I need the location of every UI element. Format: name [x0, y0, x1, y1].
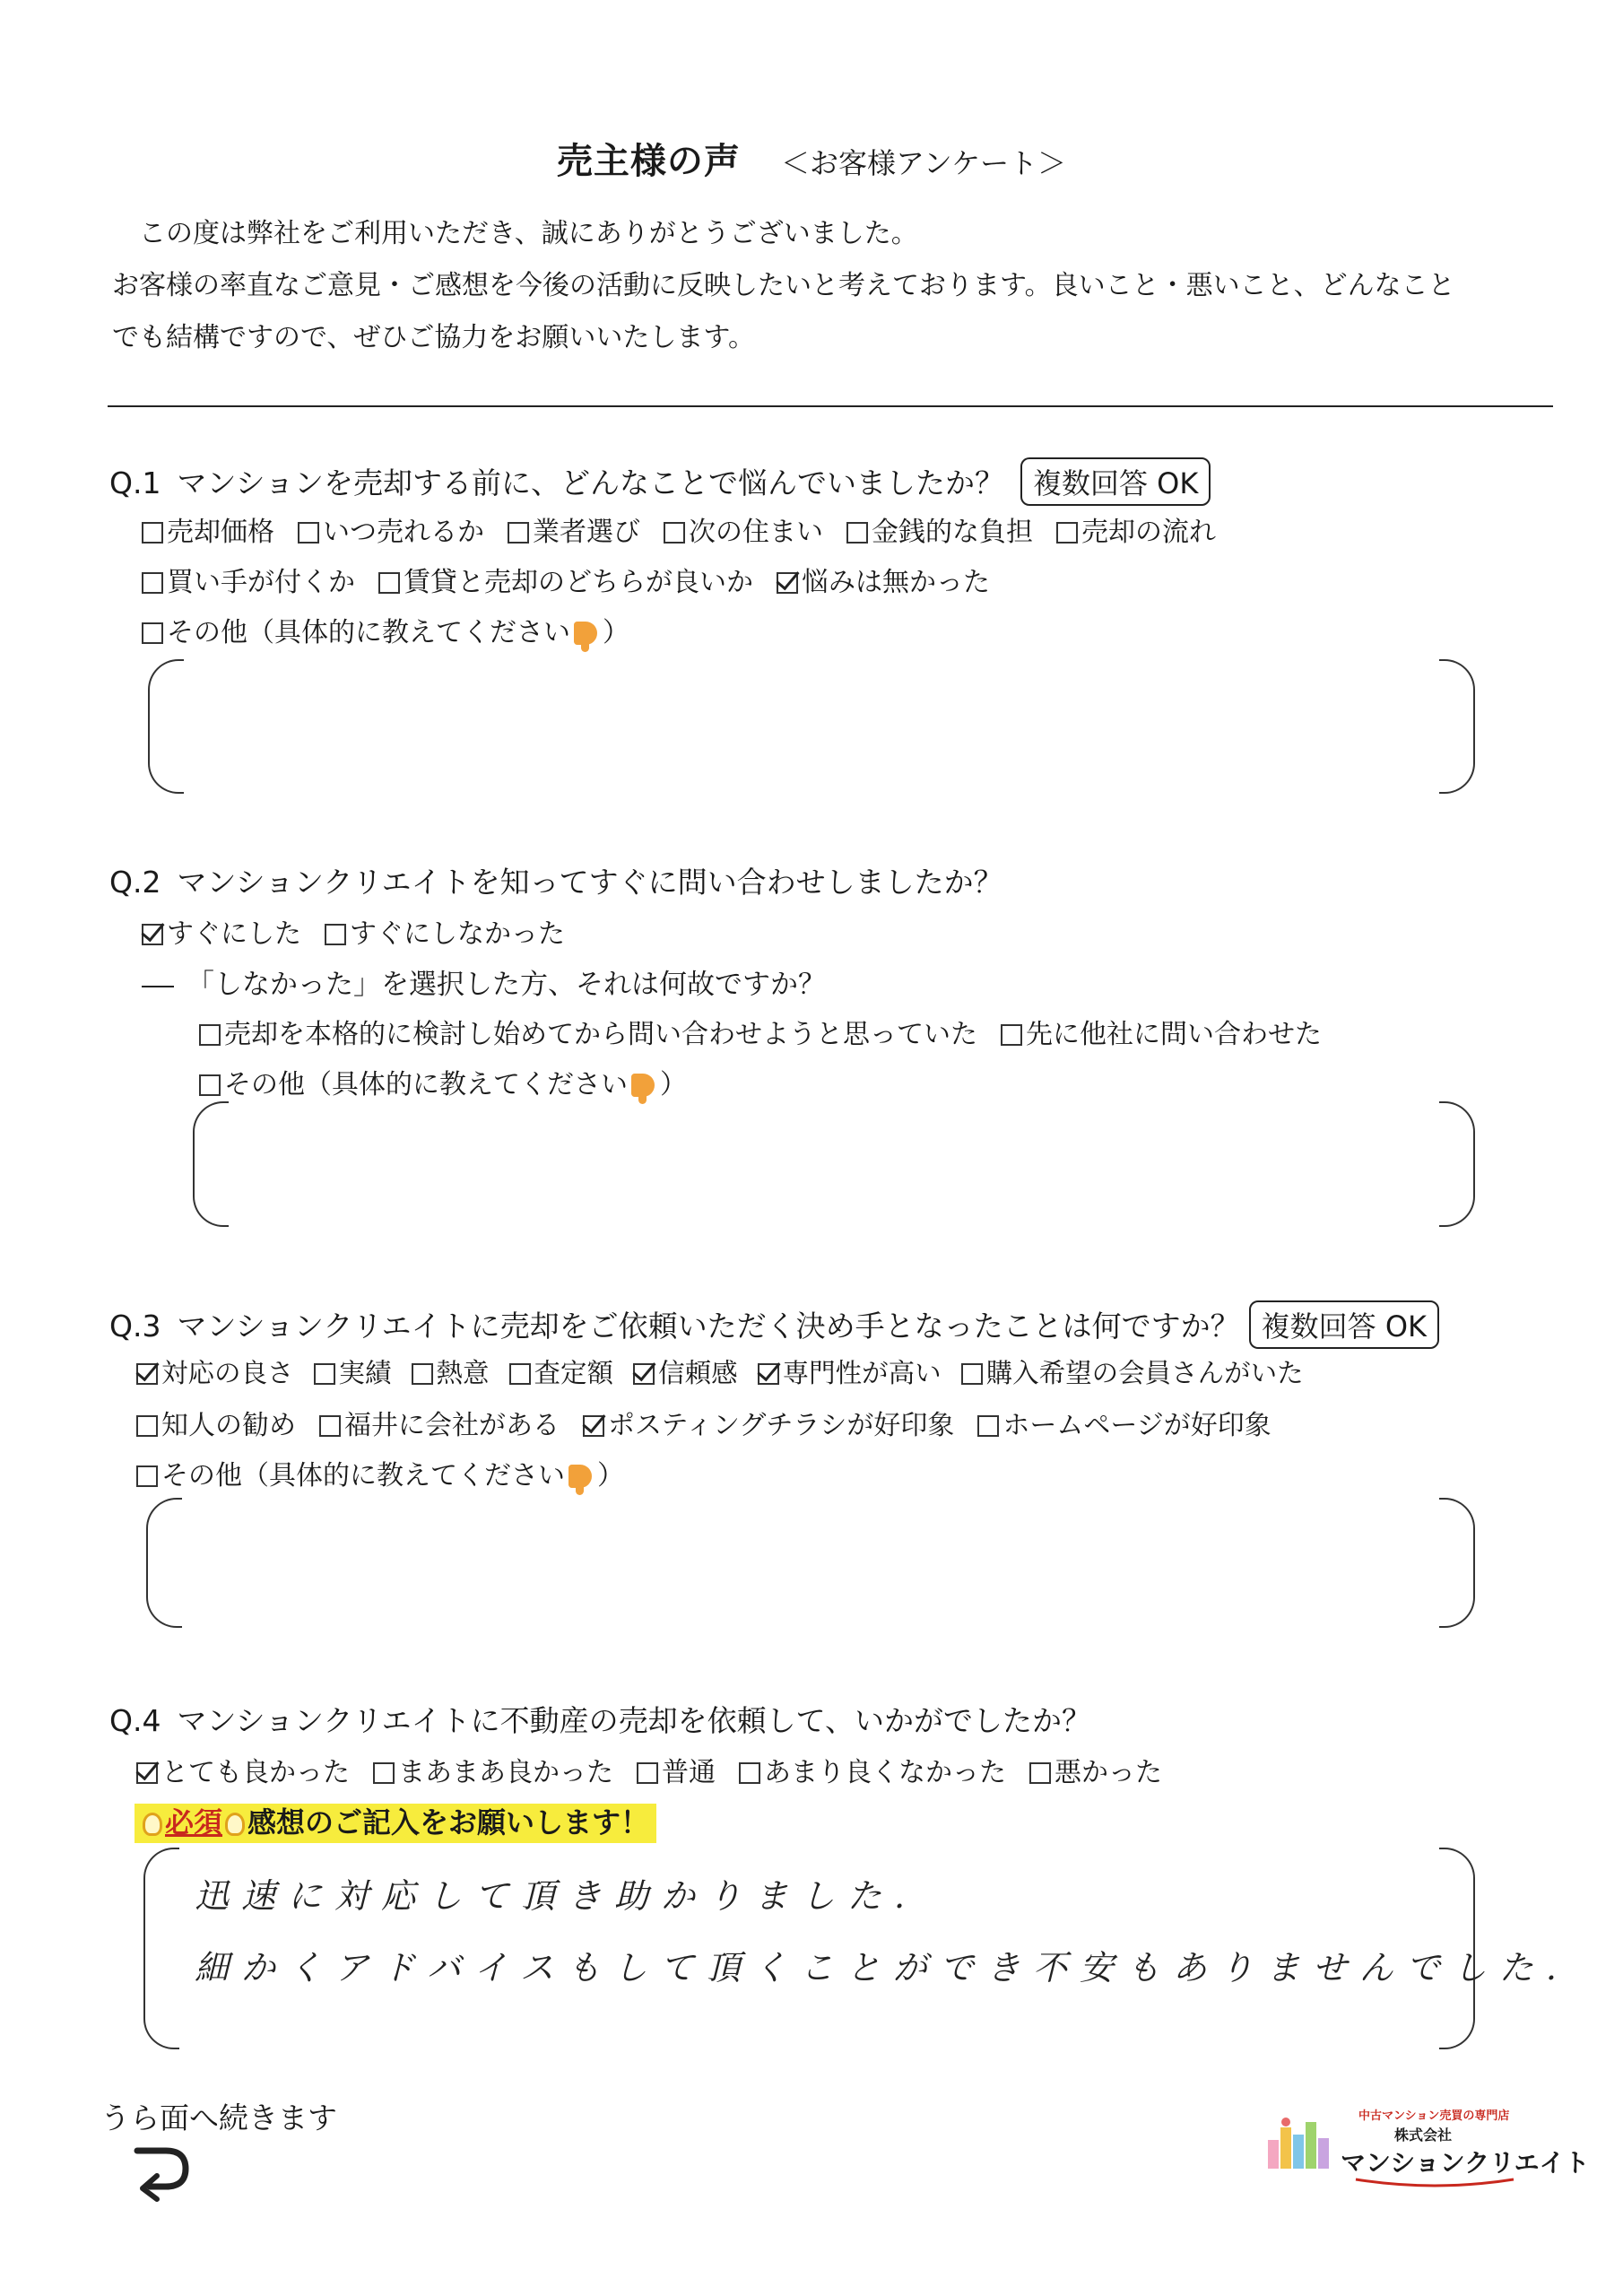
q1-option[interactable]: 悩みは無かった: [777, 560, 990, 599]
dash-mark: [142, 986, 174, 987]
q1-option[interactable]: 賃貸と売却のどちらが良いか: [378, 560, 753, 599]
q3-option[interactable]: 専門性が高い: [758, 1352, 942, 1390]
q3-option[interactable]: 実績: [314, 1352, 392, 1390]
q3-text: マンションクリエイトに売却をご依頼いただく決め手となったことは何ですか？: [177, 1309, 1240, 1344]
q4-checkbox-2[interactable]: [637, 1762, 658, 1784]
q3-checkbox-3[interactable]: [509, 1363, 531, 1385]
q3-option[interactable]: 査定額: [509, 1352, 614, 1390]
q1-options-row1: [142, 509, 1239, 549]
q3-checkbox-0-checked[interactable]: [136, 1363, 158, 1385]
q4-answer-line-1: 迅速に対応して頂き助かりました.: [195, 1876, 918, 1916]
q3-checkbox-5-checked[interactable]: [758, 1363, 779, 1385]
required-text: 感想のご記入をお願いします！: [247, 1805, 650, 1839]
q2-number: Q.2: [109, 865, 161, 900]
continue-note: うら面へ続きます: [100, 2100, 337, 2135]
q2-option[interactable]: 売却を本格的に検討し始めてから問い合わせようと思っていた: [199, 1012, 977, 1051]
q2-checkbox-3[interactable]: [1001, 1024, 1022, 1046]
q3-option[interactable]: 購入希望の会員さんがいた: [961, 1352, 1304, 1390]
q4-answer-bracket-left: [143, 1848, 179, 2049]
q1-option[interactable]: 金銭的な負担: [846, 509, 1033, 549]
q3-checkbox-4-checked[interactable]: [633, 1363, 655, 1385]
q2-option[interactable]: すぐにした: [142, 911, 301, 951]
q3-multi-badge: 複数回答 OK: [1249, 1300, 1439, 1349]
q1-option[interactable]: 買い手が付くか: [142, 560, 355, 599]
q3-number: Q.3: [109, 1309, 161, 1344]
q4-checkbox-3[interactable]: [739, 1762, 760, 1784]
q2-option[interactable]: 先に他社に問い合わせた: [1001, 1012, 1322, 1051]
q3-option[interactable]: ホームページが好印象: [977, 1403, 1271, 1442]
q4-checkbox-1[interactable]: [373, 1762, 395, 1784]
q2-answer-bracket-left: [193, 1101, 229, 1227]
q1-checkbox-1[interactable]: [298, 522, 319, 544]
q4-checkbox-0-checked[interactable]: [136, 1762, 158, 1784]
q2-follow-up: 「しなかった」を選択した方、それは何故ですか？: [142, 961, 826, 1002]
q1-options-row2: [142, 560, 1013, 599]
q3-option[interactable]: 信頼感: [633, 1352, 738, 1390]
q4-option[interactable]: あまり良くなかった: [739, 1750, 1006, 1789]
q4-option[interactable]: 普通: [637, 1750, 716, 1789]
q1-multi-badge: 複数回答 OK: [1020, 457, 1211, 506]
building-logo-icon: [1264, 2117, 1336, 2170]
q2-checkbox-0-checked[interactable]: [142, 924, 163, 945]
q2-checkbox-1[interactable]: [325, 924, 346, 945]
q2-checkbox-2[interactable]: [199, 1024, 221, 1046]
required-label: 必須: [165, 1805, 223, 1839]
q1-checkbox-2[interactable]: [508, 522, 529, 544]
q1-number: Q.1: [109, 465, 161, 500]
q3-answer-area[interactable]: [187, 1502, 1435, 1623]
q3-checkbox-7[interactable]: [136, 1415, 158, 1437]
q1-other-checkbox[interactable]: [142, 622, 163, 644]
q3-options-row2: [136, 1403, 1295, 1442]
pointing-hand-icon: [574, 622, 597, 645]
pointing-hand-icon: [568, 1465, 592, 1488]
q4-options-row1: [136, 1750, 1185, 1789]
q2-question: [109, 859, 1003, 901]
q4-answer-area[interactable]: [184, 1852, 1569, 2045]
q3-checkbox-1[interactable]: [314, 1363, 335, 1385]
q3-answer-bracket-right: [1439, 1498, 1475, 1628]
q3-checkbox-2[interactable]: [412, 1363, 433, 1385]
q3-option[interactable]: ポスティングチラシが好印象: [583, 1403, 954, 1442]
q3-option[interactable]: 福井に会社がある: [319, 1403, 560, 1442]
q2-answer-area[interactable]: [233, 1105, 1435, 1222]
q3-checkbox-6[interactable]: [961, 1363, 983, 1385]
q3-option[interactable]: 知人の勧め: [136, 1403, 296, 1442]
divider: [108, 405, 1553, 407]
q1-text: マンションを売却する前に、どんなことで悩んでいましたか？: [177, 465, 1004, 500]
logo-tagline: 中古マンション売買の専門店: [1358, 2109, 1510, 2123]
pointing-hand-icon: [631, 1074, 655, 1097]
q3-answer-bracket-left: [146, 1498, 182, 1628]
q4-question: [109, 1698, 1091, 1740]
q1-checkbox-7[interactable]: [378, 572, 400, 594]
q1-checkbox-0[interactable]: [142, 522, 163, 544]
q4-option[interactable]: 悪かった: [1029, 1750, 1162, 1789]
q4-option[interactable]: まあまあ良かった: [373, 1750, 613, 1789]
q2-options-row1: [142, 911, 588, 951]
q2-other-checkbox[interactable]: [199, 1074, 221, 1096]
q1-checkbox-3[interactable]: [664, 522, 685, 544]
q3-option[interactable]: 対応の良さ: [136, 1352, 294, 1390]
logo-swoosh-icon: [1354, 2176, 1515, 2190]
page-title: [0, 133, 1623, 184]
q3-checkbox-8[interactable]: [319, 1415, 341, 1437]
q1-checkbox-6[interactable]: [142, 572, 163, 594]
q1-question: [109, 457, 1211, 506]
lightbulb-icon: [143, 1813, 162, 1836]
intro-line-1: この度は弊社をご利用いただき、誠にありがとうございました。: [139, 218, 918, 249]
q1-answer-bracket-right: [1439, 659, 1475, 794]
intro-line-3: でも結構ですので、ぜひご協力をお願いいたします。: [112, 322, 755, 353]
q2-answer-bracket-right: [1439, 1101, 1475, 1227]
intro-text: [112, 208, 1547, 364]
q1-other: その他（具体的に教えてください ）: [142, 610, 629, 649]
turn-arrow-icon: [130, 2142, 193, 2205]
q3-checkbox-10[interactable]: [977, 1415, 999, 1437]
q1-option[interactable]: 売却の流れ: [1056, 509, 1216, 549]
logo-corp: 株式会社: [1394, 2126, 1453, 2144]
q1-option[interactable]: 次の住まい: [664, 509, 823, 549]
q1-answer-bracket-left: [148, 659, 184, 794]
q1-option[interactable]: 売却価格: [142, 509, 274, 549]
intro-line-2: お客様の率直なご意見・ご感想を今後の活動に反映したいと考えております。良いこと・悪いこと、どんなこと: [112, 270, 1455, 301]
q3-options-row1: [136, 1352, 1304, 1390]
q2-option[interactable]: すぐにしなかった: [325, 911, 565, 951]
q3-option[interactable]: 熱意: [412, 1352, 490, 1390]
logo-name: マンションクリエイト: [1341, 2148, 1590, 2178]
q2-other: その他（具体的に教えてください ）: [199, 1062, 687, 1101]
q1-option[interactable]: いつ売れるか: [298, 509, 484, 549]
q4-required-banner: [135, 1800, 656, 1841]
q1-checkbox-5[interactable]: [1056, 522, 1078, 544]
q3-checkbox-9-checked[interactable]: [583, 1415, 604, 1437]
q4-option[interactable]: とても良かった: [136, 1750, 350, 1789]
q1-checkbox-4[interactable]: [846, 522, 868, 544]
company-logo: [1264, 2097, 1590, 2196]
q3-other-checkbox[interactable]: [136, 1465, 158, 1487]
q1-option[interactable]: 業者選び: [508, 509, 640, 549]
lightbulb-icon: [225, 1813, 245, 1836]
q1-answer-area[interactable]: [188, 664, 1435, 789]
q3-other: その他（具体的に教えてください ）: [136, 1453, 624, 1492]
title-subtitle: ＜お客様アンケート＞: [781, 146, 1067, 180]
q3-question: [109, 1300, 1439, 1349]
q4-answer-line-2: 細かくアドバイスもして頂くことができ不安もありませんでした.: [195, 1948, 1569, 1987]
title-main: 売主様の声: [556, 141, 741, 182]
q4-number: Q.4: [109, 1703, 161, 1738]
q2-options-row2: [199, 1012, 1345, 1051]
q4-checkbox-4[interactable]: [1029, 1762, 1051, 1784]
q2-text: マンションクリエイトを知ってすぐに問い合わせしましたか？: [177, 865, 1003, 900]
q4-text: マンションクリエイトに不動産の売却を依頼して、いかがでしたか？: [177, 1703, 1092, 1738]
q1-checkbox-8-checked[interactable]: [777, 572, 798, 594]
